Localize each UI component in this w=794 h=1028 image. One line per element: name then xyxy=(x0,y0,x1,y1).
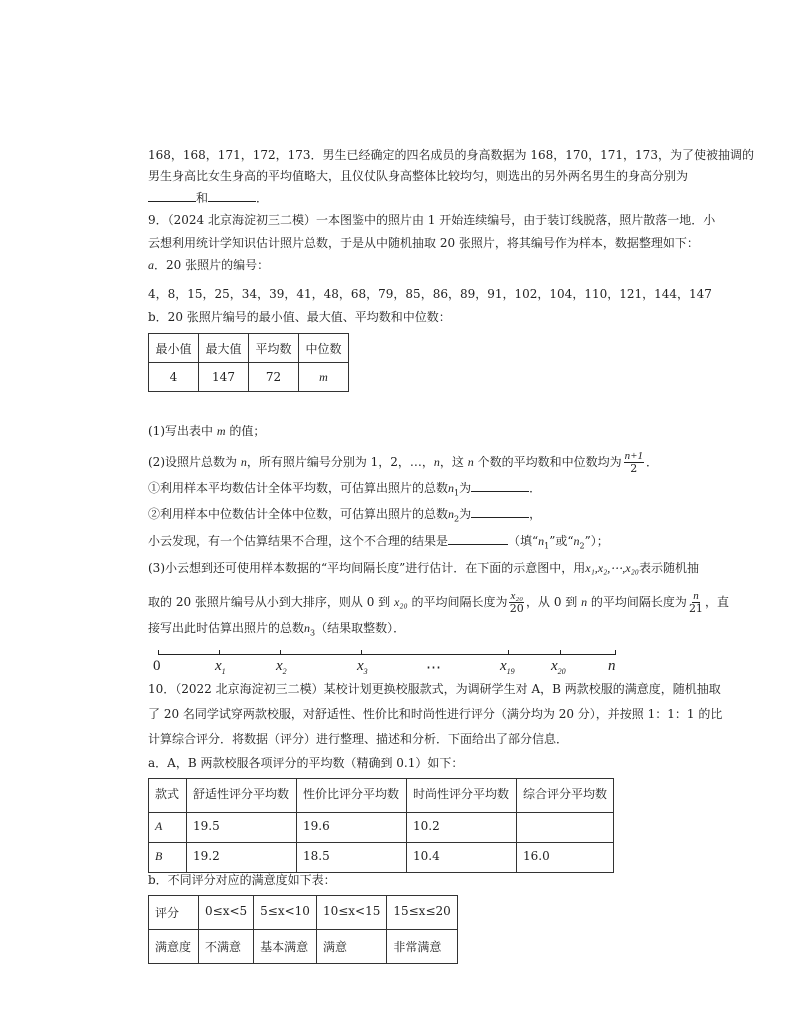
answer-blank[interactable] xyxy=(148,190,196,202)
table-cell: 19.5 xyxy=(187,813,297,843)
table-cell: B xyxy=(149,843,187,873)
vars: x₁,x₂,⋯,x₂₀ xyxy=(585,561,639,575)
table-row xyxy=(149,930,458,964)
a-text: ．20 张照片的编号： xyxy=(154,258,270,272)
table-cell: 5≤x<10 xyxy=(254,896,317,930)
var-n: n xyxy=(573,534,580,548)
text: 的平均间隔长度为 xyxy=(587,595,687,609)
denominator: 20 xyxy=(509,602,524,615)
q10-line-1: 10．（2022 北京海淀初三二模）某校计划更换校服款式，为调研学生对 A，B 两款校服的满意度，随机抽取 xyxy=(148,682,721,696)
text: ． xyxy=(646,455,659,469)
fraction xyxy=(624,450,644,475)
table-cell: 评分 xyxy=(149,896,199,930)
table-cell: 0≤x<5 xyxy=(199,896,254,930)
text: ． xyxy=(529,481,542,495)
table-cell: 16.0 xyxy=(517,843,614,873)
text: 表示随机抽 xyxy=(638,561,699,575)
table-row xyxy=(149,363,349,392)
period: ． xyxy=(256,191,269,205)
text: ，这 xyxy=(439,455,468,469)
table-row xyxy=(149,896,458,930)
var-n: n xyxy=(433,455,440,469)
var-x20: x₂₀ xyxy=(393,595,408,609)
text: (2)设照片总数为 xyxy=(148,455,241,469)
answer-blank[interactable] xyxy=(208,190,256,202)
q10-a-label: a．A，B 两款校服各项评分的平均数（精确到 0.1）如下： xyxy=(148,756,464,770)
table-header: 最大值 xyxy=(199,334,249,363)
answer-blank[interactable] xyxy=(471,506,529,518)
subscript: 1 xyxy=(544,541,550,551)
q8-line-1: 168，168，171，172，173．男生已经确定的四名成员的身高数据为 168，170，171，173，为了使被抽调的 xyxy=(148,148,754,162)
text: 为 xyxy=(459,481,472,495)
q8-line-3 xyxy=(148,190,268,206)
table-row xyxy=(149,843,614,873)
text: ，从 0 到 xyxy=(526,595,582,609)
q9-item-3 xyxy=(148,533,609,554)
table-cell: 72 xyxy=(249,363,299,392)
table-header-row xyxy=(149,779,614,813)
denominator: 2 xyxy=(630,462,638,475)
table-cell: 18.5 xyxy=(297,843,407,873)
table-row xyxy=(149,813,614,843)
q9-item-1 xyxy=(148,480,541,501)
q10-score-table xyxy=(148,778,614,873)
text: 的值； xyxy=(225,424,266,438)
and-text: 和 xyxy=(196,191,209,205)
var-n: n xyxy=(538,534,545,548)
table-cell: m xyxy=(299,363,349,392)
q10-line-3: 计算综合评分．将数据（评分）进行整理、描述和分析．下面给出了部分信息． xyxy=(148,732,569,746)
q10-line-2: 了 20 名同学试穿两款校服，对舒适性、性价比和时尚性进行评分（满分均为 20 分），并按照 1：1：1 的比 xyxy=(148,707,723,721)
var-n: n xyxy=(304,621,311,635)
table-cell: 19.6 xyxy=(297,813,407,843)
table-header: 舒适性评分平均数 xyxy=(187,779,297,813)
q9-part-3-line-3 xyxy=(148,620,405,641)
fraction xyxy=(509,590,524,615)
table-cell: 满意度 xyxy=(149,930,199,964)
q9-line-2: 云想利用统计学知识估计照片总数，于是从中随机抽取 20 张照片，将其编号作为样本，数据整理如下： xyxy=(148,236,699,250)
table-header: 款式 xyxy=(149,779,187,813)
text: （填“ xyxy=(508,534,539,548)
subscript: 2 xyxy=(579,541,585,551)
text: ，所有照片编号分别为 1，2，…， xyxy=(246,455,434,469)
text: 个数的平均数和中位数均为 xyxy=(473,455,622,469)
label-n: n xyxy=(608,658,616,674)
text: ，直 xyxy=(704,595,729,609)
table-cell xyxy=(517,813,614,843)
table-cell: 基本满意 xyxy=(254,930,317,964)
table-cell: 10≤x<15 xyxy=(316,896,386,930)
var-m: m xyxy=(216,424,226,438)
q9-line-1: 9．（2024 北京海淀初三二模）一本图鉴中的照片由 1 开始连续编号，由于装订线脱落，照片散落一地．小 xyxy=(148,213,716,227)
table-cell: 10.2 xyxy=(407,813,517,843)
table-header: 最小值 xyxy=(149,334,199,363)
subscript: 2 xyxy=(454,514,460,524)
q9-part-1 xyxy=(148,423,265,439)
text: ”）； xyxy=(584,534,609,548)
label-x2: $x_2$ xyxy=(276,658,287,676)
text: （结果取整数）． xyxy=(315,621,406,635)
q10-b-label: b．不同评分对应的满意度如下表： xyxy=(148,873,336,887)
fraction xyxy=(689,590,703,615)
q10-satisfaction-table xyxy=(148,895,458,964)
text: ”或“ xyxy=(549,534,574,548)
table-cell: 非常满意 xyxy=(387,930,457,964)
table-cell: A xyxy=(149,813,187,843)
table-header: 性价比评分平均数 xyxy=(297,779,407,813)
var-n: n xyxy=(240,455,247,469)
text: 接写出此时估算出照片的总数 xyxy=(148,621,305,635)
numerator: n+1 xyxy=(624,450,644,462)
text: 的平均间隔长度为 xyxy=(407,595,508,609)
number-line xyxy=(158,654,616,655)
q9-part-2 xyxy=(148,450,658,475)
var-n: n xyxy=(448,507,455,521)
table-cell: 满意 xyxy=(316,930,386,964)
table-header: 平均数 xyxy=(249,334,299,363)
text: 取的 20 张照片编号从小到大排序，则从 0 到 xyxy=(148,595,394,609)
table-cell: 不满意 xyxy=(199,930,254,964)
q8-line-2: 男生身高比女生身高的平均值略大，且仪仗队身高整体比较均匀，则选出的另外两名男生的身高分别为 xyxy=(148,169,689,183)
var-n: n xyxy=(581,595,588,609)
table-cell: 4 xyxy=(149,363,199,392)
q9-a-label xyxy=(148,257,269,273)
numerator: x₂₀ xyxy=(510,590,524,602)
q9-part-3-line-2 xyxy=(148,590,729,615)
q9-item-2 xyxy=(148,506,541,527)
text: 为 xyxy=(459,507,472,521)
table-header-row xyxy=(149,334,349,363)
label-0: 0 xyxy=(153,658,161,674)
q9-numbers: 4，8，15，25，34，39，41，48，68，79，85，86，89，91，102，104，110，121，144，147 xyxy=(148,287,712,301)
var-n: n xyxy=(448,481,455,495)
table-cell: 10.4 xyxy=(407,843,517,873)
text: ， xyxy=(529,507,542,521)
numerator: n xyxy=(693,590,699,602)
label-x19: $x_{19}$ xyxy=(500,658,515,676)
label-x20: $x_{20}$ xyxy=(551,658,566,676)
table-cell: 147 xyxy=(199,363,249,392)
denominator: 21 xyxy=(688,602,703,615)
table-cell: 19.2 xyxy=(187,843,297,873)
table-header: 综合评分平均数 xyxy=(517,779,614,813)
label-ellipsis: ⋯ xyxy=(426,660,441,676)
table-header: 时尚性评分平均数 xyxy=(407,779,517,813)
q9-part-3-line-1 xyxy=(148,560,699,576)
subscript: 1 xyxy=(454,488,460,498)
var-n: n xyxy=(467,455,474,469)
label-x3: $x_3$ xyxy=(357,658,368,676)
answer-blank[interactable] xyxy=(471,480,529,492)
table-cell: 15≤x≤20 xyxy=(387,896,457,930)
text: 小云发现，有一个估算结果不合理，这个不合理的结果是 xyxy=(148,534,449,548)
label-x1: $x_1$ xyxy=(215,658,226,676)
q9-stats-table xyxy=(148,333,349,392)
subscript: 3 xyxy=(310,628,316,638)
table-header: 中位数 xyxy=(299,334,349,363)
text: ②利用样本中位数估计全体中位数，可估算出照片的总数 xyxy=(148,507,449,521)
text: (1)写出表中 xyxy=(148,424,217,438)
answer-blank[interactable] xyxy=(448,533,508,545)
text: (3)小云想到还可使用样本数据的“平均间隔长度”进行估计．在下面的示意图中，用 xyxy=(148,561,586,575)
q9-b-label: b．20 张照片编号的最小值、最大值、平均数和中位数： xyxy=(148,310,451,324)
a-letter: a xyxy=(148,258,154,272)
text: ①利用样本平均数估计全体平均数，可估算出照片的总数 xyxy=(148,481,449,495)
